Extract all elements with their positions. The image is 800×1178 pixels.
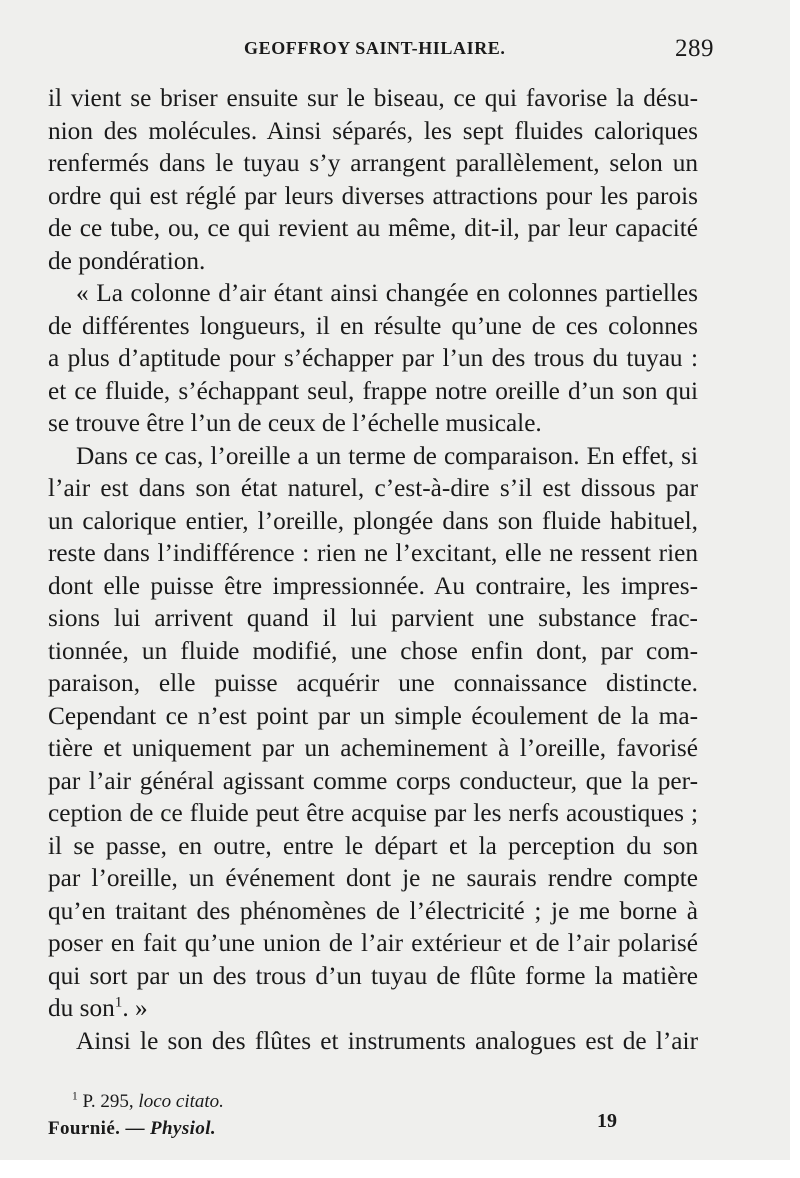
text-line: Ainsi le son des flûtes et instruments analogues est de l’air <box>76 1026 698 1055</box>
text-line: l’air est dans son état naturel, c’est-à-dire s’il est dissous par <box>48 474 698 502</box>
text-line-with-footnote <box>48 992 698 1025</box>
text-line: qui sort par un des trous d’un tuyau de flûte forme la matière <box>48 961 698 990</box>
page-number: 289 <box>675 35 714 62</box>
quote-close: . » <box>122 994 148 1022</box>
text-line: par l’oreille, un événement dont je ne saurais rendre compte <box>48 864 698 892</box>
text-line: dont elle puisse être impressionnée. Au contraire, les impres- <box>48 571 698 600</box>
running-title: GEOFFROY SAINT-HILAIRE. <box>244 38 506 58</box>
footnote-number: 1 <box>72 1090 78 1103</box>
text-line: de ce tube, ou, ce qui revient au même, dit-il, par leur capacité <box>48 214 698 242</box>
text-line: reste dans l’indifférence : rien ne l’excitant, elle ne ressent rien <box>48 539 698 567</box>
text-line: de pondération. <box>48 246 206 275</box>
text-line: il vient se briser ensuite sur le biseau, ce qui favorise la désu- <box>48 84 698 112</box>
text-line: tionnée, un fluide modifié, une chose enfin dont, par com- <box>48 636 698 665</box>
footnote <box>72 1088 672 1115</box>
signature-work: Physiol. <box>150 1118 217 1139</box>
text-line: il se passe, en outre, entre le départ et la perception du son <box>48 831 698 860</box>
page-edge <box>790 0 800 1178</box>
text-line: par l’air général agissant comme corps conducteur, que la per- <box>48 766 698 795</box>
footnote-text: P. 295, <box>82 1091 134 1112</box>
text-fragment: du son <box>48 994 115 1022</box>
printer-signature <box>48 1118 216 1140</box>
text-line: Cependant ce n’est point par un simple écoulement de la ma- <box>48 701 698 730</box>
text-line: Dans ce cas, l’oreille a un terme de comparaison. En effet, si <box>76 441 698 470</box>
footnote-italic: loco citato. <box>138 1091 224 1112</box>
text-line: ordre qui est réglé par leurs diverses attractions pour les parois <box>48 181 698 210</box>
text-line: paraison, elle puisse acquérir une connaissance distincte. <box>48 669 698 697</box>
footnotes <box>72 1088 672 1115</box>
text-line: renfermés dans le tuyau s’y arrangent parallèlement, selon un <box>48 149 698 177</box>
text-line: a plus d’aptitude pour s’échapper par l’un des trous du tuyau : <box>48 344 698 372</box>
text-line: « La colonne d’air étant ainsi changée en colonnes partielles <box>76 279 698 307</box>
sheet-mark: 19 <box>597 1110 617 1132</box>
footnote-reference: 1 <box>114 993 123 1011</box>
text-line: et ce fluide, s’échappant seul, frappe notre oreille d’un son qui <box>48 376 698 405</box>
text-line: poser en fait qu’une union de l’air extérieur et de l’air polarisé <box>48 929 698 957</box>
text-line: un calorique entier, l’oreille, plongée dans son fluide habituel, <box>48 506 698 535</box>
page-header <box>48 35 714 68</box>
text-line: ception de ce fluide peut être acquise par les nerfs acoustiques ; <box>48 799 698 827</box>
text-line: tière et uniquement par un acheminement à l’oreille, favorisé <box>48 734 698 762</box>
signature-author: Fournié. — <box>48 1118 145 1139</box>
text-line: se trouve être l’un de ceux de l’échelle musicale. <box>48 409 542 437</box>
text-line: de différentes longueurs, il en résulte qu’une de ces colonnes <box>48 311 698 340</box>
text-line: nion des molécules. Ainsi séparés, les sept fluides caloriques <box>48 116 698 145</box>
text-line: sions lui arrivent quand il lui parvient une substance frac- <box>48 604 698 632</box>
text-line: qu’en traitant des phénomènes de l’électricité ; je me borne à <box>48 896 698 925</box>
body-text <box>48 82 698 1057</box>
